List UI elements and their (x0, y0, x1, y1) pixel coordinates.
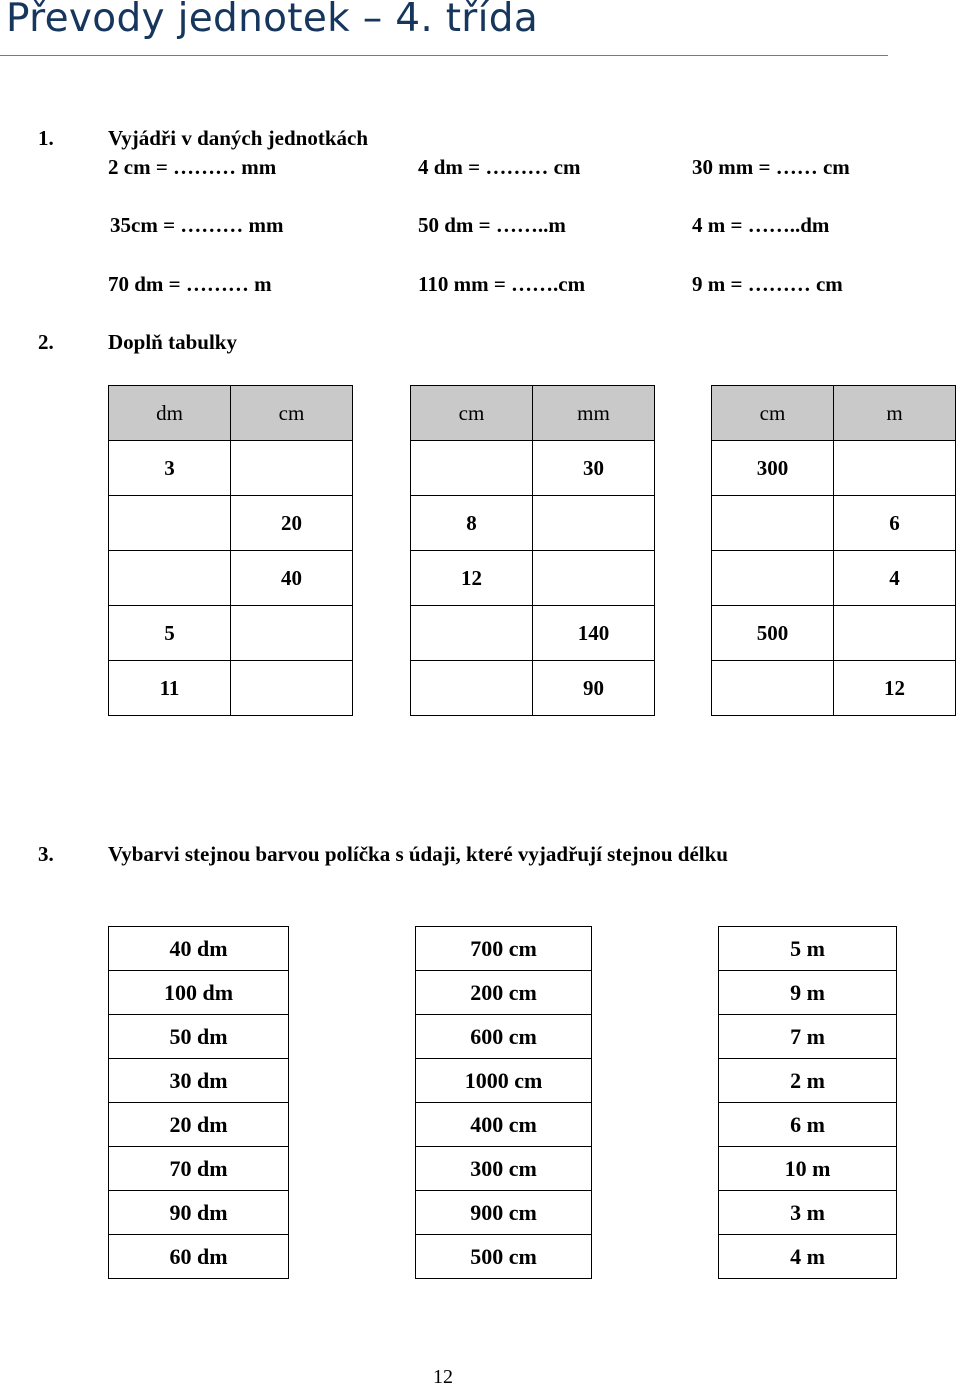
match-cell[interactable]: 10 m (719, 1147, 897, 1191)
match-cell[interactable]: 900 cm (416, 1191, 592, 1235)
match-cell[interactable]: 3 m (719, 1191, 897, 1235)
conversion-table-dm-cm (108, 385, 353, 716)
table-cell[interactable]: 3 (109, 441, 231, 496)
table-cell[interactable] (109, 551, 231, 606)
section1-heading: Vyjádři v daných jednotkách (108, 126, 369, 150)
table-cell[interactable]: 500 (712, 606, 834, 661)
table-cell[interactable]: 5 (109, 606, 231, 661)
conversion-table-cm-m (711, 385, 956, 716)
table-header: cm (231, 386, 353, 441)
table-cell[interactable]: 11 (109, 661, 231, 716)
match-cell[interactable]: 400 cm (416, 1103, 592, 1147)
page-number: 12 (433, 1366, 453, 1388)
table-cell[interactable] (231, 606, 353, 661)
exercise-3-1: 70 dm = ……… m (108, 272, 272, 296)
match-cell[interactable]: 1000 cm (416, 1059, 592, 1103)
table-header: m (834, 386, 956, 441)
match-cell[interactable]: 7 m (719, 1015, 897, 1059)
table-cell[interactable]: 40 (231, 551, 353, 606)
table-cell[interactable]: 90 (533, 661, 655, 716)
section1-number: 1. (38, 126, 54, 150)
match-cell[interactable]: 500 cm (416, 1235, 592, 1279)
section2-number: 2. (38, 330, 54, 354)
match-cell[interactable]: 4 m (719, 1235, 897, 1279)
exercise-1-3: 30 mm = …… cm (692, 155, 850, 179)
exercise-2-1: 35cm = ……… mm (110, 213, 284, 237)
match-cell[interactable]: 200 cm (416, 971, 592, 1015)
section3-number: 3. (38, 842, 54, 866)
table-header: cm (411, 386, 533, 441)
table-cell[interactable] (231, 661, 353, 716)
table-cell[interactable] (533, 496, 655, 551)
table-cell[interactable]: 140 (533, 606, 655, 661)
table-cell[interactable]: 20 (231, 496, 353, 551)
page-title: Převody jednotek – 4. třída (6, 0, 539, 41)
match-cell[interactable]: 40 dm (109, 927, 289, 971)
table-cell[interactable] (712, 551, 834, 606)
match-column-dm (108, 926, 289, 1279)
exercise-3-3: 9 m = ……… cm (692, 272, 843, 296)
table-cell[interactable]: 4 (834, 551, 956, 606)
exercise-1-2: 4 dm = ……… cm (418, 155, 581, 179)
table-cell[interactable] (834, 606, 956, 661)
match-cell[interactable]: 100 dm (109, 971, 289, 1015)
match-cell[interactable]: 2 m (719, 1059, 897, 1103)
table-header: cm (712, 386, 834, 441)
match-cell[interactable]: 9 m (719, 971, 897, 1015)
match-cell[interactable]: 60 dm (109, 1235, 289, 1279)
exercise-1-1: 2 cm = ……… mm (108, 155, 277, 179)
table-cell[interactable] (109, 496, 231, 551)
match-column-m (718, 926, 897, 1279)
exercise-2-3: 4 m = ……..dm (692, 213, 830, 237)
match-cell[interactable]: 30 dm (109, 1059, 289, 1103)
match-column-cm (415, 926, 592, 1279)
table-cell[interactable]: 12 (411, 551, 533, 606)
table-header: mm (533, 386, 655, 441)
conversion-table-cm-mm (410, 385, 655, 716)
table-cell[interactable]: 12 (834, 661, 956, 716)
table-cell[interactable] (533, 551, 655, 606)
table-cell[interactable] (231, 441, 353, 496)
match-cell[interactable]: 20 dm (109, 1103, 289, 1147)
table-cell[interactable] (411, 441, 533, 496)
match-cell[interactable]: 5 m (719, 927, 897, 971)
table-cell[interactable]: 30 (533, 441, 655, 496)
match-cell[interactable]: 70 dm (109, 1147, 289, 1191)
title-underline (0, 55, 888, 56)
table-cell[interactable] (712, 661, 834, 716)
exercise-3-2: 110 mm = …….cm (418, 272, 586, 296)
table-cell[interactable] (834, 441, 956, 496)
match-cell[interactable]: 700 cm (416, 927, 592, 971)
match-cell[interactable]: 300 cm (416, 1147, 592, 1191)
exercise-2-2: 50 dm = ……..m (418, 213, 566, 237)
match-cell[interactable]: 90 dm (109, 1191, 289, 1235)
table-header: dm (109, 386, 231, 441)
section3-heading: Vybarvi stejnou barvou políčka s údaji, které vyjadřují stejnou délku (108, 842, 728, 866)
table-cell[interactable] (712, 496, 834, 551)
table-cell[interactable]: 300 (712, 441, 834, 496)
table-cell[interactable]: 6 (834, 496, 956, 551)
table-cell[interactable] (411, 606, 533, 661)
match-cell[interactable]: 6 m (719, 1103, 897, 1147)
section2-heading: Doplň tabulky (108, 330, 237, 354)
match-cell[interactable]: 600 cm (416, 1015, 592, 1059)
match-cell[interactable]: 50 dm (109, 1015, 289, 1059)
table-cell[interactable] (411, 661, 533, 716)
table-cell[interactable]: 8 (411, 496, 533, 551)
